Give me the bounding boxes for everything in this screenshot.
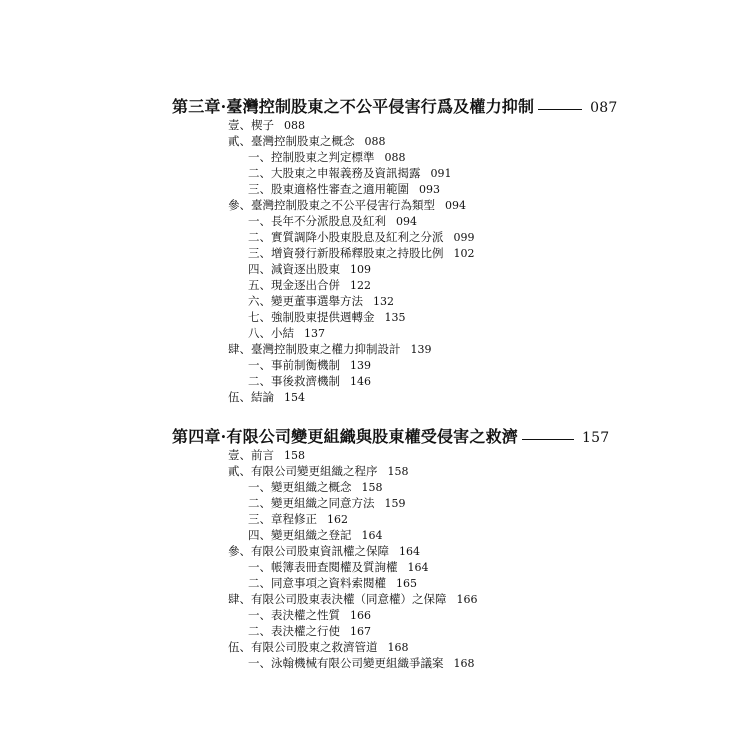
entry-page: 109	[350, 263, 371, 276]
toc-entry	[248, 278, 371, 293]
toc-entry	[248, 230, 475, 245]
toc-entry	[228, 448, 305, 463]
entry-page: 162	[327, 513, 348, 526]
entry-text: 三、股東適格性審查之適用範圍	[248, 182, 409, 196]
entry-text: 六、變更董事選舉方法	[248, 294, 363, 308]
toc-entry	[248, 624, 371, 639]
entry-page: 158	[361, 481, 383, 494]
toc-entry	[248, 358, 371, 373]
entry-text: 三、增資發行新股稀釋股東之持股比例	[248, 246, 444, 260]
entry-text: 二、事後救濟機制	[248, 374, 340, 388]
entry-text: 二、表決權之行使	[248, 624, 340, 638]
entry-page: 099	[453, 231, 475, 244]
entry-page: 137	[304, 327, 325, 340]
toc-entry	[248, 480, 383, 495]
toc-entry	[248, 294, 394, 309]
entry-text: 一、長年不分派股息及紅利	[248, 214, 386, 228]
entry-text: 三、章程修正	[248, 512, 317, 526]
entry-page: 165	[396, 577, 417, 590]
toc-entry	[248, 150, 406, 165]
toc-entry	[228, 544, 420, 559]
chapter-title: 第四章·有限公司變更組織與股東權受侵害之救濟	[172, 427, 518, 446]
entry-page: 164	[407, 561, 429, 574]
toc-entry	[248, 262, 371, 277]
entry-text: 四、變更組織之登記	[248, 528, 352, 542]
entry-page: 091	[430, 167, 452, 180]
toc-entry	[248, 326, 325, 341]
toc-entry	[248, 512, 348, 527]
entry-page: 166	[456, 593, 478, 606]
toc-entry	[248, 214, 417, 229]
entry-page: 168	[453, 657, 475, 670]
entry-text: 八、小結	[248, 326, 294, 340]
entry-page: 135	[384, 311, 406, 324]
entry-page: 146	[350, 375, 371, 388]
entry-page: 158	[284, 449, 305, 462]
entry-page: 093	[419, 183, 440, 196]
entry-page: 166	[350, 609, 371, 622]
entry-page: 164	[361, 529, 383, 542]
entry-text: 一、控制股東之判定標準	[248, 150, 375, 164]
entry-text: 肆、臺灣控制股東之權力抑制設計	[228, 342, 401, 356]
toc-entry	[228, 640, 409, 655]
dot-leader	[522, 438, 574, 440]
toc-entry	[248, 182, 440, 197]
toc-entry	[228, 198, 466, 213]
entry-text: 一、事前制衡機制	[248, 358, 340, 372]
entry-text: 一、帳簿表冊查閱權及質詢權	[248, 560, 398, 574]
entry-text: 一、表決權之性質	[248, 608, 340, 622]
entry-page: 159	[384, 497, 406, 510]
entry-page: 168	[387, 641, 409, 654]
entry-text: 二、同意事項之資料索閱權	[248, 576, 386, 590]
entry-text: 五、現金逐出合併	[248, 278, 340, 292]
entry-text: 二、變更組織之同意方法	[248, 496, 375, 510]
entry-text: 伍、有限公司股東之救濟管道	[228, 640, 378, 654]
entry-text: 肆、有限公司股東表決權（同意權）之保障	[228, 592, 447, 606]
entry-page: 154	[284, 391, 305, 404]
toc-entry	[228, 118, 305, 133]
toc-entry	[248, 374, 371, 389]
entry-text: 貳、臺灣控制股東之概念	[228, 134, 355, 148]
entry-text: 一、變更組織之概念	[248, 480, 352, 494]
toc-entry	[228, 592, 478, 607]
entry-page: 088	[364, 135, 386, 148]
entry-page: 088	[284, 119, 305, 132]
entry-page: 094	[396, 215, 417, 228]
entry-text: 二、實質調降小股東股息及紅利之分派	[248, 230, 444, 244]
toc-entry	[248, 166, 452, 181]
toc-entry	[228, 464, 409, 479]
entry-page: 122	[350, 279, 371, 292]
entry-text: 壹、前言	[228, 448, 274, 462]
entry-page: 139	[410, 343, 432, 356]
chapter-page-number: 157	[581, 430, 610, 446]
toc-entry	[248, 310, 406, 325]
entry-text: 七、強制股東提供週轉金	[248, 310, 375, 324]
entry-page: 132	[373, 295, 394, 308]
chapter-page-number: 087	[590, 100, 618, 116]
entry-page: 094	[445, 199, 466, 212]
chapter-3-heading	[172, 94, 618, 117]
chapter-4-heading	[172, 424, 609, 447]
chapter-title: 第三章·臺灣控制股東之不公平侵害行爲及權力抑制	[172, 97, 535, 116]
entry-page: 164	[399, 545, 420, 558]
toc-entry	[248, 496, 406, 511]
entry-page: 102	[453, 247, 475, 260]
entry-page: 088	[384, 151, 406, 164]
toc-entry	[228, 134, 386, 149]
entry-page: 139	[350, 359, 371, 372]
dot-leader	[538, 108, 582, 110]
toc-entry	[248, 560, 429, 575]
toc-entry	[248, 656, 475, 671]
entry-page: 158	[387, 465, 409, 478]
toc-entry	[228, 390, 305, 405]
entry-text: 參、有限公司股東資訊權之保障	[228, 544, 389, 558]
toc-entry	[248, 528, 383, 543]
toc-entry	[248, 576, 417, 591]
entry-text: 一、泳翰機械有限公司變更組織爭議案	[248, 656, 444, 670]
entry-text: 二、大股東之申報義務及資訊揭露	[248, 166, 421, 180]
entry-text: 參、臺灣控制股東之不公平侵害行為類型	[228, 198, 435, 212]
entry-text: 四、減資逐出股東	[248, 262, 340, 276]
entry-text: 壹、楔子	[228, 118, 274, 132]
toc-entry	[248, 608, 371, 623]
entry-page: 167	[350, 625, 371, 638]
toc-entry	[228, 342, 432, 357]
entry-text: 貳、有限公司變更組織之程序	[228, 464, 378, 478]
entry-text: 伍、結論	[228, 390, 274, 404]
toc-entry	[248, 246, 475, 261]
